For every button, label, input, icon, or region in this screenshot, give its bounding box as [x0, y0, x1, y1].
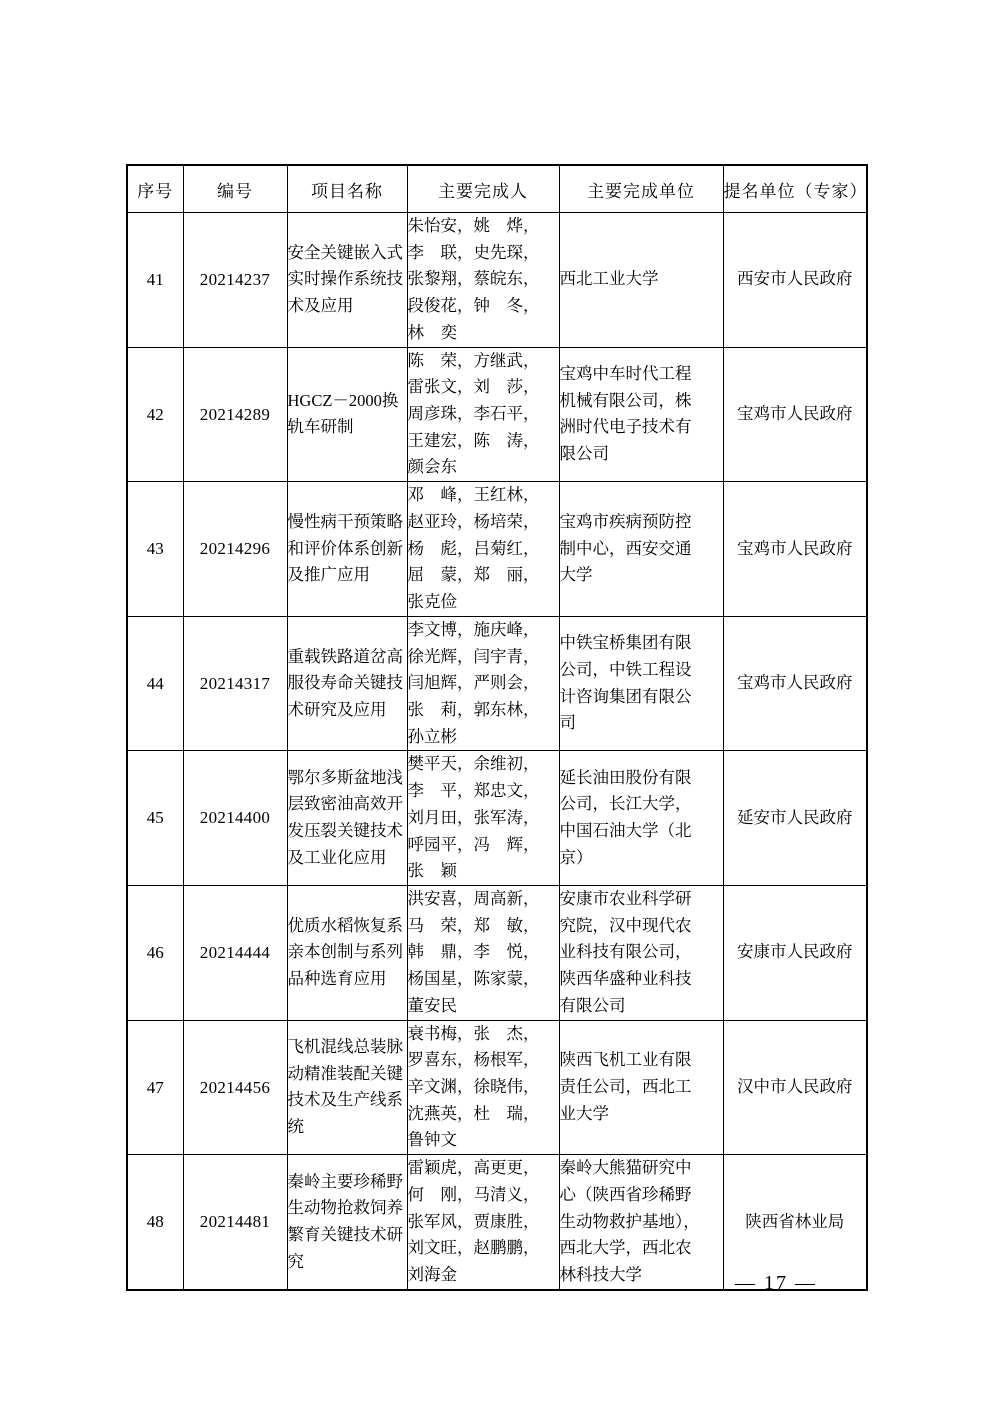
text-line: 动精准装配关键 [287, 1063, 403, 1083]
text-line: 韩 鼎，李 悦， [407, 942, 540, 962]
cell-nominating-body: 宝鸡市人民政府 [723, 616, 867, 751]
text-line: 屈 蒙，郑 丽， [407, 565, 540, 585]
table-row [127, 616, 867, 751]
text-line: 京） [559, 847, 593, 867]
text-line: 亲本创制与系列 [287, 942, 403, 962]
text-line: 公司，长江大学， [559, 794, 692, 814]
text-line: 刘月田，张军涛， [407, 807, 540, 827]
text-line: 林科技大学 [559, 1265, 642, 1285]
text-line: 计咨询集团有限公 [559, 686, 692, 706]
text-line: 辛文渊，徐晓伟， [407, 1077, 540, 1096]
text-line: 徐光辉，闫宇青， [407, 646, 540, 666]
text-line: 生动物救护基地）， [559, 1211, 700, 1231]
text-line: 品种选育应用 [287, 969, 387, 989]
text-line: 马 荣，郑 敏， [407, 915, 540, 935]
cell-sequence-number: 46 [127, 885, 183, 1020]
text-line: 刘海金 [407, 1265, 457, 1285]
text-line: 心（陕西省珍稀野 [559, 1184, 692, 1204]
column-header-project: 项目名称 [287, 165, 407, 213]
text-line: 张 莉，郭东林， [407, 699, 540, 719]
text-line: 慢性病干预策略 [287, 511, 403, 531]
text-line: 业科技有限公司， [559, 942, 692, 962]
cell-project-code: 20214317 [183, 616, 287, 751]
text-line: 王建宏，陈 涛， [407, 430, 540, 450]
cell-nominating-body: 宝鸡市人民政府 [723, 482, 867, 617]
text-line: 层致密油高效开 [287, 794, 403, 814]
cell-main-units [559, 616, 723, 751]
text-line: 杨 彪，吕菊红， [407, 538, 540, 558]
cell-project-code: 20214400 [183, 751, 287, 886]
column-header-nominator: 提名单位（专家） [723, 165, 867, 213]
cell-project-name [287, 482, 407, 617]
cell-main-contributors [407, 1020, 559, 1155]
text-line: 优质水稻恢复系 [287, 915, 403, 935]
cell-main-contributors [407, 616, 559, 751]
cell-project-code: 20214444 [183, 885, 287, 1020]
cell-main-units [559, 885, 723, 1020]
cell-main-contributors [407, 751, 559, 886]
text-line: 宝鸡中车时代工程 [559, 363, 692, 383]
text-line: 赵亚玲，杨培荣， [407, 511, 540, 531]
text-line: 业大学 [559, 1103, 609, 1123]
text-line: 周彦珠，李石平， [407, 404, 540, 424]
text-line: 生动物抢救饲养 [287, 1198, 403, 1218]
cell-sequence-number: 42 [127, 347, 183, 482]
text-line: 段俊花，钟 冬， [407, 296, 540, 316]
text-line: 陕西华盛种业科技 [559, 969, 692, 989]
cell-main-units [559, 751, 723, 886]
text-line: 李文博，施庆峰， [407, 619, 540, 639]
column-header-people: 主要完成人 [407, 165, 559, 213]
text-line: 限公司 [559, 444, 609, 464]
text-line: 鲁钟文 [407, 1130, 457, 1150]
cell-sequence-number: 45 [127, 751, 183, 886]
text-line: 繁育关键技术研 [287, 1224, 403, 1244]
cell-main-units [559, 213, 723, 348]
table-body [127, 213, 867, 1290]
cell-project-code: 20214289 [183, 347, 287, 482]
text-line: 及工业化应用 [287, 847, 387, 867]
text-line: 制中心，西安交通 [559, 538, 692, 558]
text-line: 刘文旺，赵鹏鹏， [407, 1238, 540, 1258]
text-line: 重载铁路道岔高 [287, 646, 403, 666]
text-line: 公司，中铁工程设 [559, 659, 692, 679]
text-line: 张克俭 [407, 592, 457, 612]
table-row [127, 1020, 867, 1155]
cell-project-code: 20214237 [183, 213, 287, 348]
cell-project-name [287, 347, 407, 482]
text-line: 安全关键嵌入式 [287, 242, 403, 262]
text-line: 杨国星，陈家蒙， [407, 969, 540, 989]
table-header [127, 165, 867, 213]
text-line: 术及应用 [287, 296, 354, 316]
column-header-code: 编号 [183, 165, 287, 213]
text-line: 究院，汉中现代农 [559, 915, 692, 935]
award-projects-table [126, 164, 868, 1291]
cell-main-units [559, 1020, 723, 1155]
column-header-seq: 序号 [127, 165, 183, 213]
cell-sequence-number: 47 [127, 1020, 183, 1155]
text-line: 发压裂关键技术 [287, 821, 403, 841]
text-line: 秦岭大熊猫研究中 [559, 1158, 692, 1178]
cell-nominating-body: 安康市人民政府 [723, 885, 867, 1020]
text-line: 呼园平，冯 辉， [407, 834, 540, 854]
text-line: 有限公司 [559, 995, 626, 1015]
cell-main-units [559, 1155, 723, 1290]
text-line: 李 平，郑忠文， [407, 781, 540, 801]
cell-project-code: 20214296 [183, 482, 287, 617]
text-line: 陈 荣，方继武， [407, 350, 540, 370]
table-row [127, 213, 867, 348]
text-line: 延长油田股份有限 [559, 767, 692, 787]
page-footer [0, 1272, 992, 1295]
text-line: 沈燕英，杜 瑞， [407, 1103, 540, 1123]
cell-main-contributors [407, 1155, 559, 1290]
table-row [127, 482, 867, 617]
cell-nominating-body: 西安市人民政府 [723, 213, 867, 348]
text-line: 颜会东 [407, 457, 457, 477]
text-line: 实时操作系统技 [287, 269, 403, 289]
text-line: 技术及生产线系 [287, 1090, 403, 1110]
cell-sequence-number: 48 [127, 1155, 183, 1290]
cell-main-contributors [407, 347, 559, 482]
cell-project-code: 20214456 [183, 1020, 287, 1155]
text-line: 秦岭主要珍稀野 [287, 1171, 403, 1191]
cell-nominating-body: 汉中市人民政府 [723, 1020, 867, 1155]
cell-main-contributors [407, 482, 559, 617]
text-line: 司 [559, 713, 576, 733]
cell-project-name [287, 1020, 407, 1155]
text-line: 宝鸡市疾病预防控 [559, 511, 692, 531]
text-line: 樊平天，余维初， [407, 754, 540, 774]
cell-project-code: 20214481 [183, 1155, 287, 1290]
text-line: 责任公司，西北工 [559, 1077, 692, 1096]
text-line: 大学 [559, 565, 593, 585]
column-header-units: 主要完成单位 [559, 165, 723, 213]
cell-project-name [287, 213, 407, 348]
text-line: 及推广应用 [287, 565, 370, 585]
text-line: 洪安喜，周高新， [407, 888, 540, 908]
table-row [127, 885, 867, 1020]
text-line: 陕西飞机工业有限 [559, 1050, 692, 1070]
text-line: 李 联，史先琛， [407, 242, 540, 262]
text-line: 衰书梅，张 杰， [407, 1023, 540, 1043]
text-line: 轨车研制 [287, 417, 354, 437]
cell-sequence-number: 43 [127, 482, 183, 617]
cell-nominating-body: 陕西省林业局 [723, 1155, 867, 1290]
table-row [127, 751, 867, 886]
text-line: 和评价体系创新 [287, 538, 403, 558]
text-line: 邓 峰，王红林， [407, 485, 540, 505]
text-line: 张 颖 [407, 861, 457, 881]
text-line: 孙立彬 [407, 726, 457, 746]
text-line: 机械有限公司，株 [559, 390, 692, 410]
text-line: 朱怡安，姚 烨， [407, 216, 540, 235]
text-line: 鄂尔多斯盆地浅 [287, 767, 403, 787]
text-line: 飞机混线总装脉 [287, 1036, 403, 1056]
text-line: 安康市农业科学研 [559, 888, 692, 908]
text-line: 雷颖虎，高更更， [407, 1158, 540, 1178]
text-line: 何 刚，马清义， [407, 1184, 540, 1204]
text-line: 张军风，贾康胜， [407, 1211, 540, 1231]
cell-main-contributors [407, 213, 559, 348]
text-line: 林 奕 [407, 322, 457, 342]
table-row [127, 347, 867, 482]
text-line: 闫旭辉，严则会， [407, 673, 540, 693]
cell-nominating-body: 延安市人民政府 [723, 751, 867, 886]
text-line: 西北工业大学 [559, 269, 659, 289]
cell-nominating-body: 宝鸡市人民政府 [723, 347, 867, 482]
text-line: 董安民 [407, 995, 457, 1015]
table-row [127, 1155, 867, 1290]
cell-main-units [559, 347, 723, 482]
cell-project-name [287, 616, 407, 751]
text-line: 服役寿命关键技 [287, 673, 403, 693]
text-line: 统 [287, 1117, 304, 1137]
cell-main-contributors [407, 885, 559, 1020]
cell-main-units [559, 482, 723, 617]
cell-sequence-number: 41 [127, 213, 183, 348]
cell-sequence-number: 44 [127, 616, 183, 751]
text-line: 中国石油大学（北 [559, 821, 692, 841]
cell-project-name [287, 751, 407, 886]
text-line: HGCZ－2000换 [287, 390, 399, 410]
header-row [127, 165, 867, 213]
text-line: 西北大学，西北农 [559, 1238, 692, 1258]
page-number: — 17 — [735, 1272, 817, 1294]
text-line: 洲时代电子技术有 [559, 417, 692, 437]
cell-project-name [287, 885, 407, 1020]
text-line: 究 [287, 1251, 304, 1271]
text-line: 中铁宝桥集团有限 [559, 633, 692, 653]
text-line: 雷张文，刘 莎， [407, 377, 540, 397]
text-line: 术研究及应用 [287, 699, 387, 719]
text-line: 张黎翔，蔡皖东， [407, 269, 540, 289]
cell-project-name [287, 1155, 407, 1290]
text-line: 罗喜东，杨根军， [407, 1050, 540, 1070]
